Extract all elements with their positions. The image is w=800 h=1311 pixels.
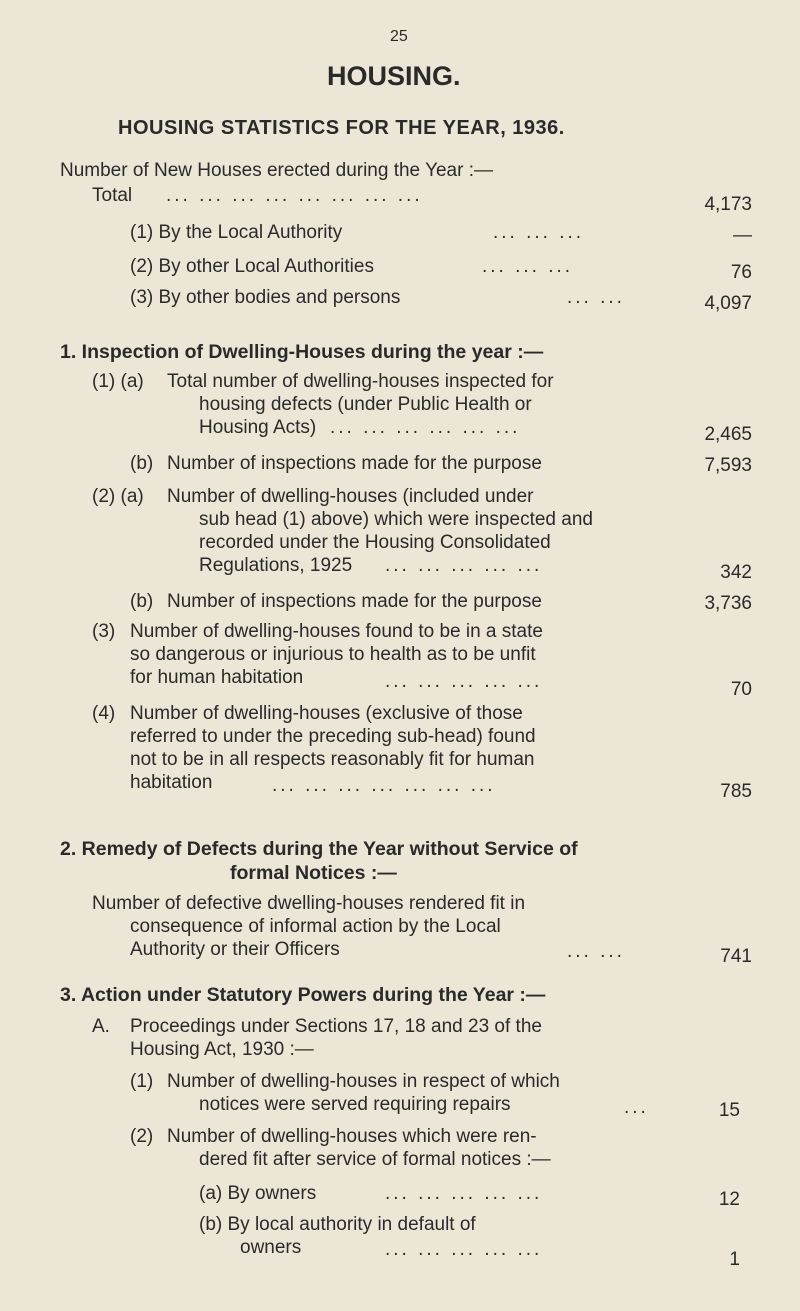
item-2a-line-4: Regulations, 1925 <box>199 555 353 576</box>
s3-item-2-marker: (2) <box>130 1126 154 1147</box>
new-houses-intro: Number of New Houses erected during the Year :— <box>60 160 494 181</box>
total-label: Total <box>92 185 133 206</box>
item-1b-marker: (b) <box>130 453 154 474</box>
leader-dots: ... ... ... <box>493 222 585 243</box>
s3-item-1-marker: (1) <box>130 1071 154 1092</box>
section-2-line-2: consequence of informal action by the Local <box>130 916 501 937</box>
leader-dots: ... ... ... <box>482 256 574 277</box>
s3-item-2b-line-2: owners <box>240 1237 302 1258</box>
item-2a-line-3: recorded under the Housing Consolidated <box>199 532 551 553</box>
new-houses-item-1-label: (1) By the Local Authority <box>130 222 343 243</box>
page-number: 25 <box>390 28 408 45</box>
s3-item-2a-value: 12 <box>718 1189 740 1210</box>
leader-dots: ... ... ... ... ... ... ... <box>272 775 496 796</box>
sub-a-line-1: Proceedings under Sections 17, 18 and 23 of the <box>130 1016 542 1037</box>
item-1a-line-2: housing defects (under Public Health or <box>199 394 532 415</box>
item-2a-line-1: Number of dwelling-houses (included under <box>167 486 534 507</box>
item-3-line-3: for human habitation <box>130 667 304 688</box>
item-2a-value: 342 <box>720 562 752 583</box>
page-subtitle: HOUSING STATISTICS FOR THE YEAR, 1936. <box>118 117 565 139</box>
item-4-value: 785 <box>720 781 752 802</box>
leader-dots: ... ... ... ... ... <box>385 671 543 692</box>
leader-dots: ... <box>624 1097 649 1118</box>
item-4-line-1: Number of dwelling-houses (exclusive of those <box>130 703 523 724</box>
total-value: 4,173 <box>704 194 752 215</box>
item-4-marker: (4) <box>92 703 116 724</box>
s3-item-2b-line-1: (b) By local authority in default of <box>199 1214 476 1235</box>
item-2b-marker: (b) <box>130 591 154 612</box>
item-3-marker: (3) <box>92 621 116 642</box>
item-3-line-2: so dangerous or injurious to health as to be unfit <box>130 644 536 665</box>
leader-dots: ... ... ... ... ... <box>385 1239 543 1260</box>
s3-item-2a-label: (a) By owners <box>199 1183 317 1204</box>
new-houses-item-2-value: 76 <box>730 262 752 283</box>
item-1a-line-3: Housing Acts) <box>199 417 317 438</box>
s3-item-1-line-1: Number of dwelling-houses in respect of which <box>167 1071 560 1092</box>
item-4-line-2: referred to under the preceding sub-head) found <box>130 726 536 747</box>
new-houses-item-3-value: 4,097 <box>704 293 752 314</box>
item-1b-text: Number of inspections made for the purpose <box>167 453 542 474</box>
sub-a-line-2: Housing Act, 1930 :— <box>130 1039 314 1060</box>
section-3-heading: 3. Action under Statutory Powers during the Year :— <box>60 984 546 1006</box>
leader-dots: ... ... ... ... ... ... <box>330 417 521 438</box>
item-1a-marker: (1) (a) <box>92 371 144 392</box>
section-2-line-3: Authority or their Officers <box>130 939 340 960</box>
new-houses-item-3-label: (3) By other bodies and persons <box>130 287 401 308</box>
sub-a-marker: A. <box>92 1016 110 1037</box>
s3-item-2-line-1: Number of dwelling-houses which were ren- <box>167 1126 537 1147</box>
section-2-line-1: Number of defective dwelling-houses rendered fit in <box>92 893 526 914</box>
s3-item-2-line-2: dered fit after service of formal notices :— <box>199 1149 551 1170</box>
item-3-line-1: Number of dwelling-houses found to be in a state <box>130 621 543 642</box>
section-2-value: 741 <box>720 946 752 967</box>
new-houses-item-1-value: — <box>733 225 752 246</box>
section-1-heading: 1. Inspection of Dwelling-Houses during the year :— <box>60 341 544 363</box>
s3-item-2b-value: 1 <box>729 1249 740 1270</box>
page-title: HOUSING. <box>327 61 461 91</box>
s3-item-1-value: 15 <box>718 1100 740 1121</box>
item-2a-marker: (2) (a) <box>92 486 144 507</box>
section-2-heading-line-2: formal Notices :— <box>230 862 397 884</box>
item-4-line-3: not to be in all respects reasonably fit for human <box>130 749 535 770</box>
section-2-heading-line-1: 2. Remedy of Defects during the Year without Service of <box>60 838 578 860</box>
leader-dots: ... ... <box>567 287 625 308</box>
item-2b-text: Number of inspections made for the purpose <box>167 591 542 612</box>
item-4-line-4: habitation <box>130 772 213 793</box>
item-3-value: 70 <box>730 679 752 700</box>
leader-dots: ... ... ... ... ... <box>385 555 543 576</box>
item-1b-value: 7,593 <box>704 455 752 476</box>
item-1a-line-1: Total number of dwelling-houses inspected for <box>167 371 554 392</box>
item-2b-value: 3,736 <box>704 593 752 614</box>
s3-item-1-line-2: notices were served requiring repairs <box>199 1094 511 1115</box>
item-2a-line-2: sub head (1) above) which were inspected and <box>199 509 593 530</box>
leader-dots: ... ... ... ... ... <box>385 1183 543 1204</box>
leader-dots: ... ... <box>567 941 625 962</box>
leader-dots: ... ... ... ... ... ... ... ... <box>166 185 423 206</box>
item-1a-value: 2,465 <box>704 424 752 445</box>
new-houses-item-2-label: (2) By other Local Authorities <box>130 256 374 277</box>
